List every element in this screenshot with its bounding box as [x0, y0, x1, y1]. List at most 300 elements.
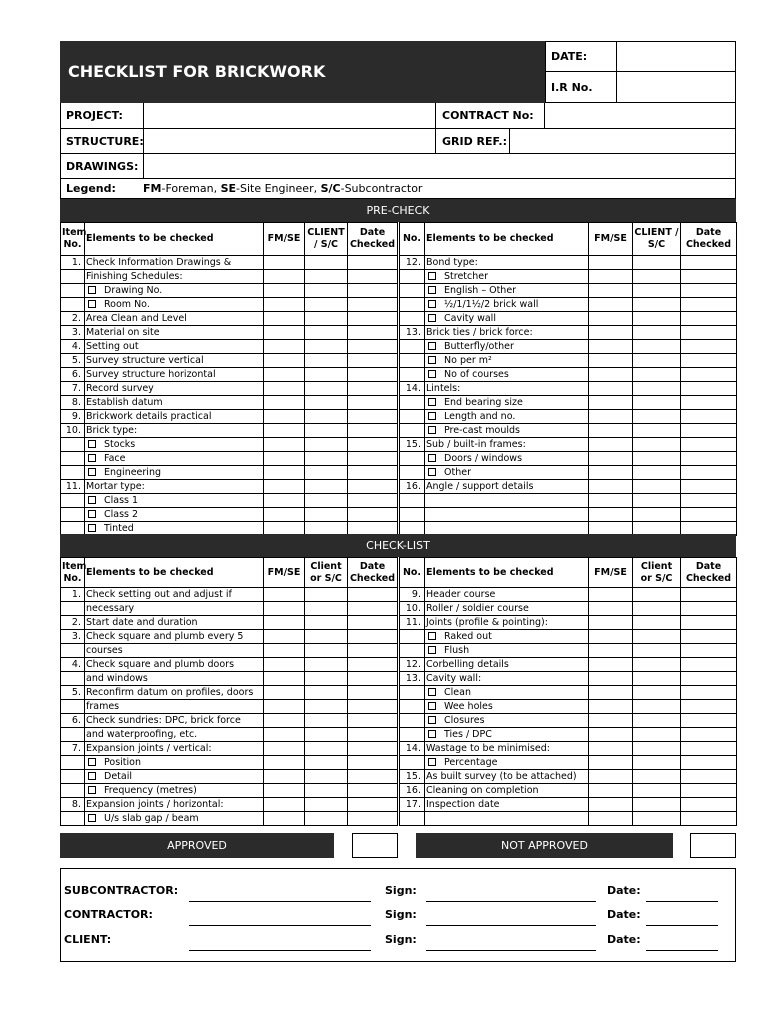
fm-se-cell[interactable] — [589, 340, 633, 354]
date-checked-cell[interactable] — [348, 756, 398, 770]
date-checked-cell[interactable] — [681, 410, 737, 424]
item-number-text: 1. — [71, 588, 81, 600]
fm-se-cell[interactable] — [589, 686, 633, 700]
client-sc-cell[interactable] — [633, 410, 681, 424]
date-checked-cell[interactable] — [681, 700, 737, 714]
date-checked-cell[interactable] — [681, 452, 737, 466]
date-checked-cell[interactable] — [348, 644, 398, 658]
client-sc-cell[interactable] — [633, 658, 681, 672]
client-sc-cell[interactable] — [305, 452, 348, 466]
fm-se-cell[interactable] — [264, 326, 305, 340]
table-row — [61, 424, 737, 438]
element-cell-text: Reconfirm datum on profiles, doors — [86, 686, 254, 698]
client-sc-cell[interactable] — [305, 424, 348, 438]
client-sc-cell[interactable] — [633, 714, 681, 728]
element-cell — [85, 616, 264, 630]
drawings-field[interactable] — [144, 154, 734, 178]
fm-se-cell[interactable] — [264, 438, 305, 452]
client-sc-cell[interactable] — [633, 630, 681, 644]
legend-row — [60, 179, 736, 199]
date-checked-cell[interactable] — [348, 424, 398, 438]
client-sign-line[interactable] — [426, 950, 596, 951]
client-sc-cell[interactable] — [305, 770, 348, 784]
fm-se-cell[interactable] — [264, 298, 305, 312]
element-cell-text: Lintels: — [426, 382, 461, 394]
client-sc-cell[interactable] — [633, 396, 681, 410]
fm-se-cell[interactable] — [264, 714, 305, 728]
date-checked-cell[interactable] — [348, 494, 398, 508]
item-number — [61, 798, 85, 812]
element-cell-text: Tinted — [104, 522, 134, 534]
date-checked-cell[interactable] — [348, 410, 398, 424]
date-checked-cell[interactable] — [681, 508, 737, 522]
date-checked-cell[interactable] — [348, 672, 398, 686]
fm-se-cell[interactable] — [589, 616, 633, 630]
date-checked-cell[interactable] — [348, 728, 398, 742]
date-checked-cell[interactable] — [348, 396, 398, 410]
client-sc-cell[interactable] — [633, 312, 681, 326]
contractor-date-line[interactable] — [646, 925, 718, 926]
client-sc-cell[interactable] — [305, 410, 348, 424]
client-sc-cell[interactable] — [305, 812, 348, 826]
fm-se-cell[interactable] — [264, 312, 305, 326]
fm-se-cell[interactable] — [589, 270, 633, 284]
fm-se-cell[interactable] — [589, 798, 633, 812]
date-checked-cell[interactable] — [681, 354, 737, 368]
fm-se-cell[interactable] — [264, 616, 305, 630]
element-cell-text: Check square and plumb doors — [86, 658, 235, 670]
form-header — [60, 41, 736, 103]
date-checked-cell[interactable] — [348, 326, 398, 340]
element-cell-text: Frequency (metres) — [104, 784, 197, 796]
subcontractor-sign-line[interactable] — [426, 901, 596, 902]
item-number — [61, 508, 85, 522]
date-checked-cell[interactable] — [681, 756, 737, 770]
client-sc-cell[interactable] — [633, 382, 681, 396]
date-checked-cell[interactable] — [681, 616, 737, 630]
date-checked-cell[interactable] — [681, 368, 737, 382]
element-cell — [425, 672, 589, 686]
not-approved-button[interactable]: NOT APPROVED — [416, 833, 673, 858]
element-cell — [85, 368, 264, 382]
date-checked-cell[interactable] — [681, 256, 737, 270]
client-sc-cell[interactable] — [633, 798, 681, 812]
fm-se-cell[interactable] — [589, 368, 633, 382]
date-checked-cell[interactable] — [348, 602, 398, 616]
date-checked-cell[interactable] — [681, 644, 737, 658]
client-sc-cell[interactable] — [633, 812, 681, 826]
fm-se-cell[interactable] — [589, 452, 633, 466]
date-checked-cell[interactable] — [348, 480, 398, 494]
client-sc-cell[interactable] — [305, 644, 348, 658]
client-sc-cell[interactable] — [633, 588, 681, 602]
col-fm-se: FM/SE — [589, 223, 633, 256]
element-cell — [425, 424, 589, 438]
fm-se-cell[interactable] — [589, 396, 633, 410]
approved-checkbox[interactable] — [352, 833, 398, 858]
date-checked-cell[interactable] — [681, 480, 737, 494]
date-field[interactable] — [616, 41, 736, 72]
fm-se-cell[interactable] — [589, 630, 633, 644]
ir-number-field[interactable] — [616, 71, 736, 103]
date-checked-cell[interactable] — [681, 686, 737, 700]
date-checked-cell[interactable] — [681, 770, 737, 784]
client-sc-cell[interactable] — [305, 728, 348, 742]
element-cell-text: U/s slab gap / beam — [104, 812, 199, 824]
date-checked-cell[interactable] — [348, 798, 398, 812]
contractor-name-line[interactable] — [189, 925, 371, 926]
client-date-line[interactable] — [646, 950, 718, 951]
client-sc-cell[interactable] — [633, 686, 681, 700]
approved-button[interactable]: APPROVED — [60, 833, 334, 858]
date-checked-cell[interactable] — [348, 686, 398, 700]
client-sc-cell[interactable] — [633, 672, 681, 686]
fm-se-cell[interactable] — [264, 602, 305, 616]
item-number — [61, 312, 85, 326]
client-sc-cell[interactable] — [633, 644, 681, 658]
fm-se-cell[interactable] — [589, 480, 633, 494]
client-sc-cell[interactable] — [305, 756, 348, 770]
client-sc-cell[interactable] — [305, 630, 348, 644]
fm-se-cell[interactable] — [264, 742, 305, 756]
grid-ref-field[interactable] — [510, 129, 735, 153]
date-checked-cell[interactable] — [681, 672, 737, 686]
fm-se-cell[interactable] — [264, 644, 305, 658]
subcontractor-date-line[interactable] — [646, 901, 718, 902]
item-number — [61, 326, 85, 340]
fm-se-cell[interactable] — [264, 770, 305, 784]
date-checked-cell[interactable] — [348, 784, 398, 798]
date-checked-cell[interactable] — [681, 284, 737, 298]
element-cell-text: Check square and plumb every 5 — [86, 630, 244, 642]
fm-se-cell[interactable] — [589, 382, 633, 396]
date-checked-cell[interactable] — [348, 714, 398, 728]
date-checked-cell[interactable] — [348, 588, 398, 602]
client-sc-cell[interactable] — [305, 588, 348, 602]
element-cell-text: Doors / windows — [444, 452, 523, 464]
client-sc-cell[interactable] — [633, 256, 681, 270]
element-cell — [85, 340, 264, 354]
client-sc-cell[interactable] — [633, 438, 681, 452]
client-sc-cell[interactable] — [305, 326, 348, 340]
client-sc-cell[interactable] — [305, 700, 348, 714]
client-sc-cell[interactable] — [305, 270, 348, 284]
fm-se-cell[interactable] — [589, 508, 633, 522]
item-number-text: 4. — [71, 658, 81, 670]
client-sc-cell[interactable] — [633, 452, 681, 466]
fm-se-cell[interactable] — [264, 480, 305, 494]
checkbox-icon — [88, 510, 96, 518]
date-checked-cell[interactable] — [348, 742, 398, 756]
element-cell-text: Area Clean and Level — [86, 312, 187, 324]
item-number — [400, 424, 425, 438]
element-cell — [85, 784, 264, 798]
date-checked-cell[interactable] — [348, 368, 398, 382]
date-checked-cell[interactable] — [348, 340, 398, 354]
date-checked-cell[interactable] — [348, 508, 398, 522]
checkbox-icon — [88, 440, 96, 448]
client-sc-cell[interactable] — [305, 742, 348, 756]
client-sc-cell[interactable] — [633, 368, 681, 382]
date-checked-cell[interactable] — [681, 812, 737, 826]
item-number-text: 12. — [405, 658, 421, 670]
client-sc-cell[interactable] — [633, 340, 681, 354]
item-number-text: 5. — [71, 686, 81, 698]
date-checked-cell[interactable] — [348, 382, 398, 396]
client-sc-cell[interactable] — [305, 298, 348, 312]
fm-se-cell[interactable] — [264, 630, 305, 644]
table-row — [61, 784, 737, 798]
client-sc-cell[interactable] — [305, 494, 348, 508]
fm-se-cell[interactable] — [589, 284, 633, 298]
fm-se-cell[interactable] — [589, 672, 633, 686]
fm-se-cell[interactable] — [264, 700, 305, 714]
fm-se-cell[interactable] — [589, 256, 633, 270]
fm-se-cell[interactable] — [264, 588, 305, 602]
fm-se-cell[interactable] — [589, 770, 633, 784]
fm-se-cell[interactable] — [264, 284, 305, 298]
fm-se-cell[interactable] — [589, 410, 633, 424]
date-checked-cell[interactable] — [348, 438, 398, 452]
subcontractor-name-line[interactable] — [189, 901, 371, 902]
fm-se-cell[interactable] — [589, 784, 633, 798]
client-sc-cell[interactable] — [633, 616, 681, 630]
client-sc-cell[interactable] — [633, 784, 681, 798]
item-number — [61, 742, 85, 756]
element-cell — [425, 466, 589, 480]
table-row — [61, 494, 737, 508]
fm-se-cell[interactable] — [589, 742, 633, 756]
date-checked-cell[interactable] — [348, 630, 398, 644]
fm-se-cell[interactable] — [589, 756, 633, 770]
fm-se-cell[interactable] — [264, 410, 305, 424]
precheck-title-bar: PRE-CHECK — [60, 199, 736, 222]
date-checked-cell[interactable] — [681, 382, 737, 396]
fm-se-cell[interactable] — [589, 644, 633, 658]
client-sc-cell[interactable] — [305, 658, 348, 672]
client-sc-cell[interactable] — [633, 480, 681, 494]
fm-se-cell[interactable] — [589, 298, 633, 312]
fm-se-cell[interactable] — [264, 466, 305, 480]
fm-se-cell[interactable] — [589, 312, 633, 326]
date-checked-cell[interactable] — [348, 256, 398, 270]
subcontractor-label: SUBCONTRACTOR: — [64, 884, 179, 897]
fm-se-cell[interactable] — [264, 756, 305, 770]
date-checked-cell[interactable] — [348, 770, 398, 784]
client-sc-cell[interactable] — [305, 256, 348, 270]
fm-se-cell[interactable] — [589, 812, 633, 826]
fm-se-cell[interactable] — [264, 686, 305, 700]
item-number — [400, 466, 425, 480]
element-cell — [85, 396, 264, 410]
client-sc-cell[interactable] — [305, 480, 348, 494]
item-number — [61, 728, 85, 742]
date-checked-cell[interactable] — [681, 494, 737, 508]
table-row — [61, 644, 737, 658]
client-sc-cell[interactable] — [305, 396, 348, 410]
table-row — [61, 686, 737, 700]
fm-se-cell[interactable] — [589, 588, 633, 602]
fm-se-cell[interactable] — [264, 396, 305, 410]
date-checked-cell[interactable] — [681, 742, 737, 756]
date-checked-cell[interactable] — [348, 354, 398, 368]
fm-se-cell[interactable] — [264, 424, 305, 438]
table-row — [61, 312, 737, 326]
date-checked-cell[interactable] — [348, 452, 398, 466]
contractor-sign-line[interactable] — [426, 925, 596, 926]
fm-se-cell[interactable] — [589, 714, 633, 728]
element-cell — [85, 812, 264, 826]
client-sc-cell[interactable] — [633, 770, 681, 784]
not-approved-checkbox[interactable] — [690, 833, 736, 858]
item-number — [400, 588, 425, 602]
date-checked-cell[interactable] — [348, 298, 398, 312]
fm-se-cell[interactable] — [264, 354, 305, 368]
fm-se-cell[interactable] — [589, 466, 633, 480]
client-sc-cell[interactable] — [305, 686, 348, 700]
date-checked-cell[interactable] — [681, 298, 737, 312]
date-checked-cell[interactable] — [681, 438, 737, 452]
date-checked-cell[interactable] — [681, 658, 737, 672]
fm-se-cell[interactable] — [264, 368, 305, 382]
date-checked-cell[interactable] — [681, 312, 737, 326]
fm-se-cell[interactable] — [264, 494, 305, 508]
element-cell-text: Other — [444, 466, 471, 478]
fm-se-cell[interactable] — [264, 798, 305, 812]
date-checked-cell[interactable] — [681, 784, 737, 798]
client-sc-cell[interactable] — [633, 602, 681, 616]
item-number — [61, 658, 85, 672]
checkbox-icon — [428, 286, 436, 294]
client-sc-cell[interactable] — [305, 602, 348, 616]
date-checked-cell[interactable] — [348, 812, 398, 826]
date-checked-cell[interactable] — [681, 630, 737, 644]
client-sc-cell[interactable] — [633, 742, 681, 756]
date-checked-cell[interactable] — [681, 424, 737, 438]
item-number — [400, 494, 425, 508]
client-sc-cell[interactable] — [305, 714, 348, 728]
date-checked-cell[interactable] — [348, 284, 398, 298]
fm-se-cell[interactable] — [264, 340, 305, 354]
date-checked-cell[interactable] — [681, 466, 737, 480]
date-checked-cell[interactable] — [348, 700, 398, 714]
fm-se-cell[interactable] — [264, 728, 305, 742]
checkbox-icon — [88, 286, 96, 294]
client-sc-cell[interactable] — [633, 298, 681, 312]
fm-se-cell[interactable] — [264, 270, 305, 284]
date-checked-cell[interactable] — [348, 658, 398, 672]
item-number — [61, 354, 85, 368]
element-cell — [425, 508, 589, 522]
legend-text: FM-Foreman, SE-Site Engineer, S/C-Subcontractor — [143, 182, 423, 195]
element-cell-text: ½/1/1½/2 brick wall — [444, 298, 539, 310]
date-checked-cell[interactable] — [348, 466, 398, 480]
element-cell — [425, 326, 589, 340]
item-number — [400, 770, 425, 784]
project-field[interactable] — [144, 103, 434, 128]
element-cell-text: No of courses — [444, 368, 509, 380]
element-cell-text: Check setting out and adjust if — [86, 588, 232, 600]
client-sc-cell[interactable] — [633, 326, 681, 340]
date-checked-cell[interactable] — [681, 588, 737, 602]
fm-se-cell[interactable] — [589, 424, 633, 438]
date-checked-cell[interactable] — [681, 396, 737, 410]
date-checked-cell[interactable] — [681, 728, 737, 742]
fm-se-cell[interactable] — [264, 256, 305, 270]
fm-se-cell[interactable] — [264, 812, 305, 826]
client-sc-cell[interactable] — [633, 354, 681, 368]
date-checked-cell[interactable] — [348, 270, 398, 284]
client-sc-cell[interactable] — [305, 368, 348, 382]
client-sc-cell[interactable] — [633, 284, 681, 298]
fm-se-cell[interactable] — [589, 658, 633, 672]
date-checked-cell[interactable] — [681, 340, 737, 354]
date-checked-cell[interactable] — [348, 312, 398, 326]
client-sc-cell[interactable] — [305, 616, 348, 630]
element-cell — [85, 602, 264, 616]
client-sc-cell[interactable] — [305, 382, 348, 396]
element-cell-text: Sub / built-in frames: — [426, 438, 526, 450]
element-cell — [85, 438, 264, 452]
date-checked-cell[interactable] — [681, 798, 737, 812]
fm-se-cell[interactable] — [589, 700, 633, 714]
fm-se-cell[interactable] — [589, 326, 633, 340]
fm-se-cell[interactable] — [264, 672, 305, 686]
element-cell — [85, 644, 264, 658]
client-name-line[interactable] — [189, 950, 371, 951]
client-sc-cell[interactable] — [305, 798, 348, 812]
date-checked-cell[interactable] — [681, 602, 737, 616]
client-sc-cell[interactable] — [633, 270, 681, 284]
date-checked-cell[interactable] — [348, 616, 398, 630]
fm-se-cell[interactable] — [264, 784, 305, 798]
client-sc-cell[interactable] — [305, 284, 348, 298]
client-sc-cell[interactable] — [633, 700, 681, 714]
client-sc-cell[interactable] — [633, 728, 681, 742]
element-cell — [85, 756, 264, 770]
fm-se-cell[interactable] — [589, 494, 633, 508]
client-sc-cell[interactable] — [305, 340, 348, 354]
structure-field[interactable] — [144, 129, 434, 153]
client-sc-cell[interactable] — [305, 672, 348, 686]
fm-se-cell[interactable] — [589, 602, 633, 616]
client-sc-cell[interactable] — [633, 466, 681, 480]
fm-se-cell[interactable] — [264, 508, 305, 522]
fm-se-cell[interactable] — [264, 452, 305, 466]
date-checked-cell[interactable] — [681, 326, 737, 340]
fm-se-cell[interactable] — [264, 658, 305, 672]
fm-se-cell[interactable] — [589, 354, 633, 368]
fm-se-cell[interactable] — [589, 728, 633, 742]
client-sc-cell[interactable] — [633, 756, 681, 770]
element-cell-text: Class 2 — [104, 508, 139, 520]
client-sc-cell[interactable] — [305, 354, 348, 368]
date-checked-cell[interactable] — [681, 270, 737, 284]
client-sc-cell[interactable] — [633, 494, 681, 508]
client-sc-cell[interactable] — [305, 438, 348, 452]
contract-field[interactable] — [545, 103, 735, 128]
fm-se-cell[interactable] — [264, 382, 305, 396]
client-sc-cell[interactable] — [305, 508, 348, 522]
date-checked-cell[interactable] — [681, 714, 737, 728]
client-sc-cell[interactable] — [633, 508, 681, 522]
item-number — [400, 368, 425, 382]
client-sc-cell[interactable] — [633, 424, 681, 438]
fm-se-cell[interactable] — [589, 438, 633, 452]
client-sc-cell[interactable] — [305, 312, 348, 326]
client-sc-cell[interactable] — [305, 466, 348, 480]
client-sc-cell[interactable] — [305, 784, 348, 798]
